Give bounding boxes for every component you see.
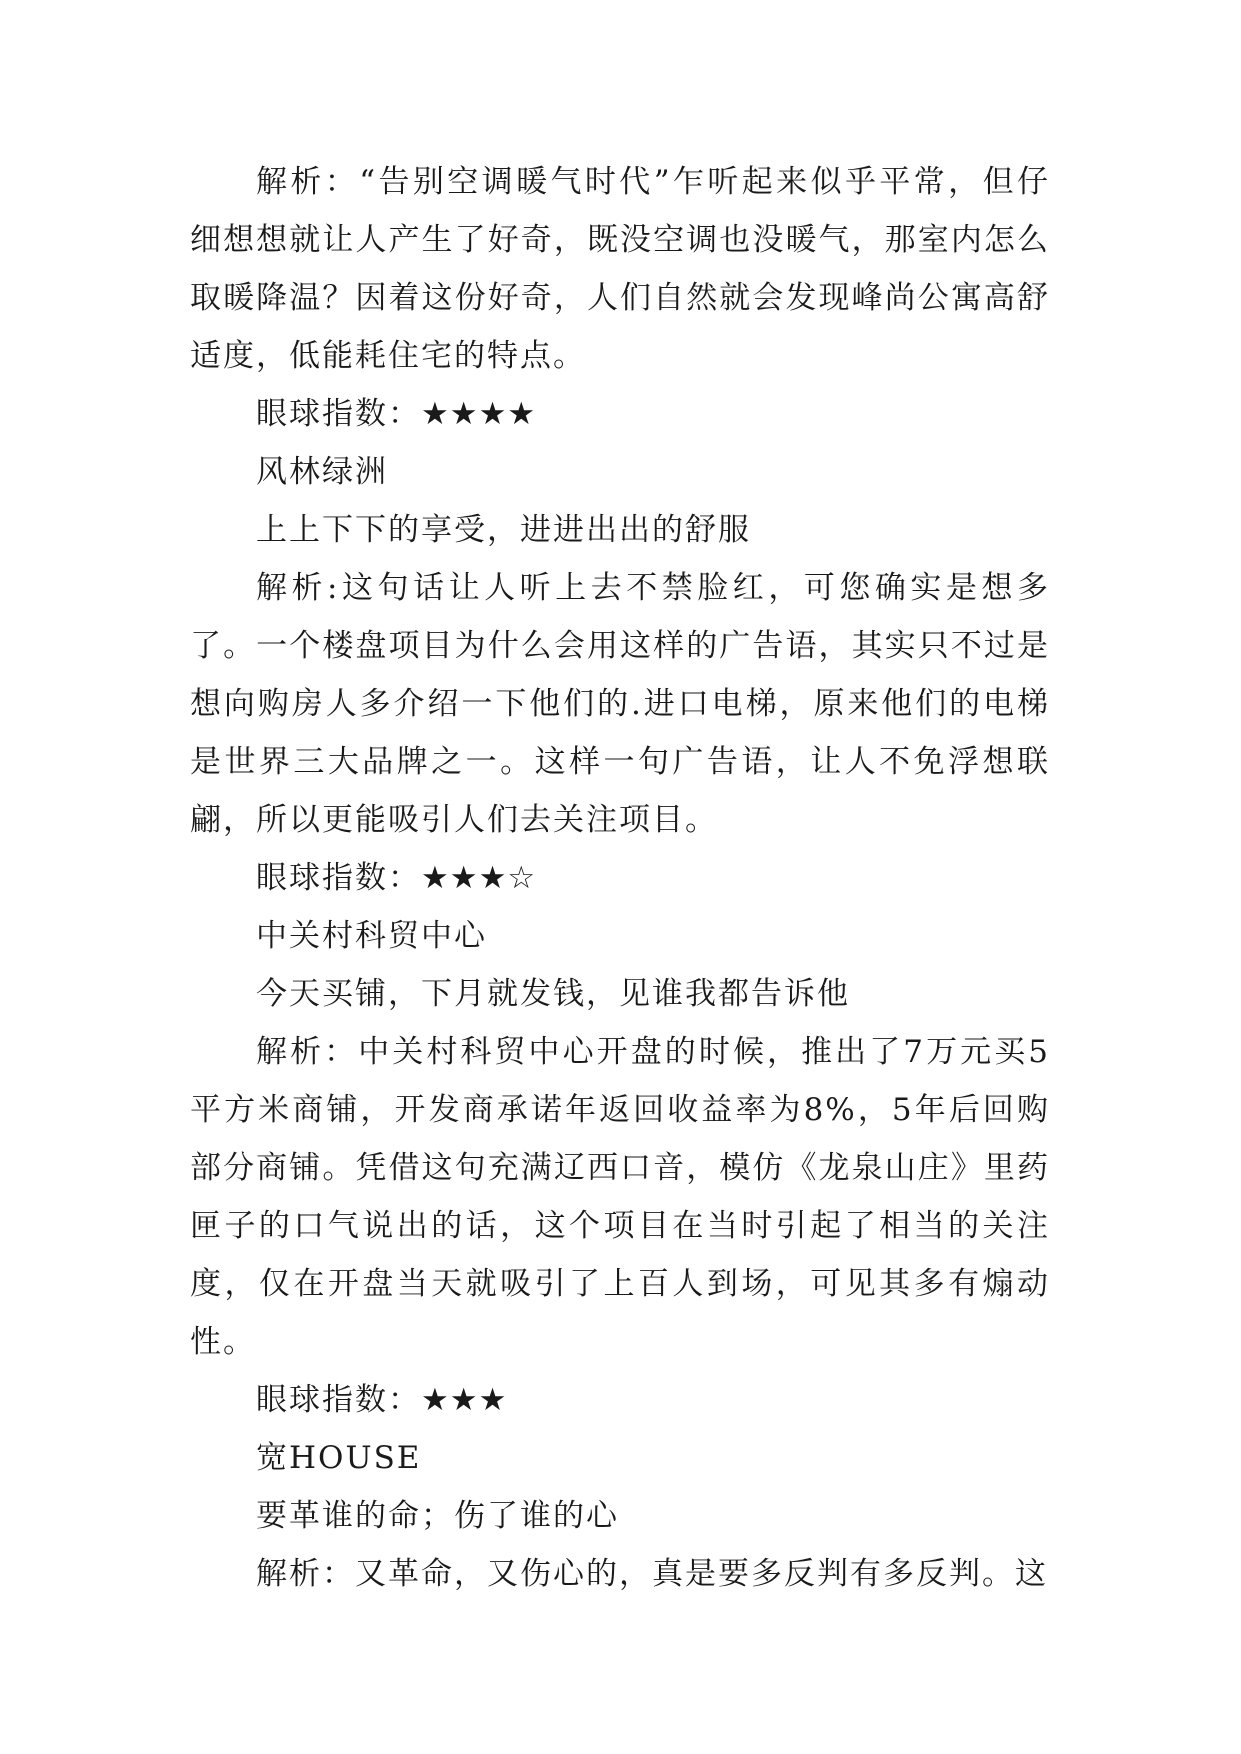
star-rating-icons: ★★★☆ [421, 860, 537, 896]
rating-label: 眼球指数： [256, 1382, 421, 1418]
project-title: 中关村科贸中心 [256, 918, 487, 954]
analysis-paragraph: 解析:这句话让人听上去不禁脸红，可您确实是想多了。一个楼盘项目为什么会用这样的广告语，其实只不过是想向购房人多介绍一下他们的.进口电梯，原来他们的电梯是世界三大品牌之一。这样一句广告语，让人不免浮想联翩，所以更能吸引人们去关注项目。 [190, 570, 1050, 838]
analysis-paragraph: 解析：“告别空调暖气时代”乍听起来似乎平常，但仔细想想就让人产生了好奇，既没空调也没暖气，那室内怎么取暖降温？因着这份好奇，人们自然就会发现峰尚公寓高舒适度，低能耗住宅的特点。 [190, 164, 1050, 374]
star-rating-icons: ★★★★ [421, 396, 537, 432]
eyeball-rating [190, 385, 1050, 443]
project-title: 风林绿洲 [256, 454, 388, 490]
ad-slogan: 今天买铺，下月就发钱，见谁我都告诉他 [256, 976, 850, 1012]
eyeball-rating [190, 1371, 1050, 1429]
rating-label: 眼球指数： [256, 860, 421, 896]
analysis-paragraph: 解析：中关村科贸中心开盘的时候，推出了7万元买5平方米商铺，开发商承诺年返回收益率为8%，5年后回购部分商铺。凭借这句充满辽西口音，模仿《龙泉山庄》里药匣子的口气说出的话，这个项目在当时引起了相当的关注度，仅在开盘当天就吸引了上百人到场，可见其多有煽动性。 [190, 1034, 1050, 1360]
document-body [190, 153, 1050, 1603]
ad-slogan: 要革谁的命；伤了谁的心 [256, 1498, 619, 1534]
analysis-paragraph: 解析：又革命，又伤心的，真是要多反判有多反判。这 [256, 1556, 1048, 1592]
rating-label: 眼球指数： [256, 396, 421, 432]
project-title: 宽HOUSE [256, 1440, 422, 1476]
star-rating-icons: ★★★ [421, 1382, 508, 1418]
eyeball-rating [190, 849, 1050, 907]
ad-slogan: 上上下下的享受，进进出出的舒服 [256, 512, 751, 548]
